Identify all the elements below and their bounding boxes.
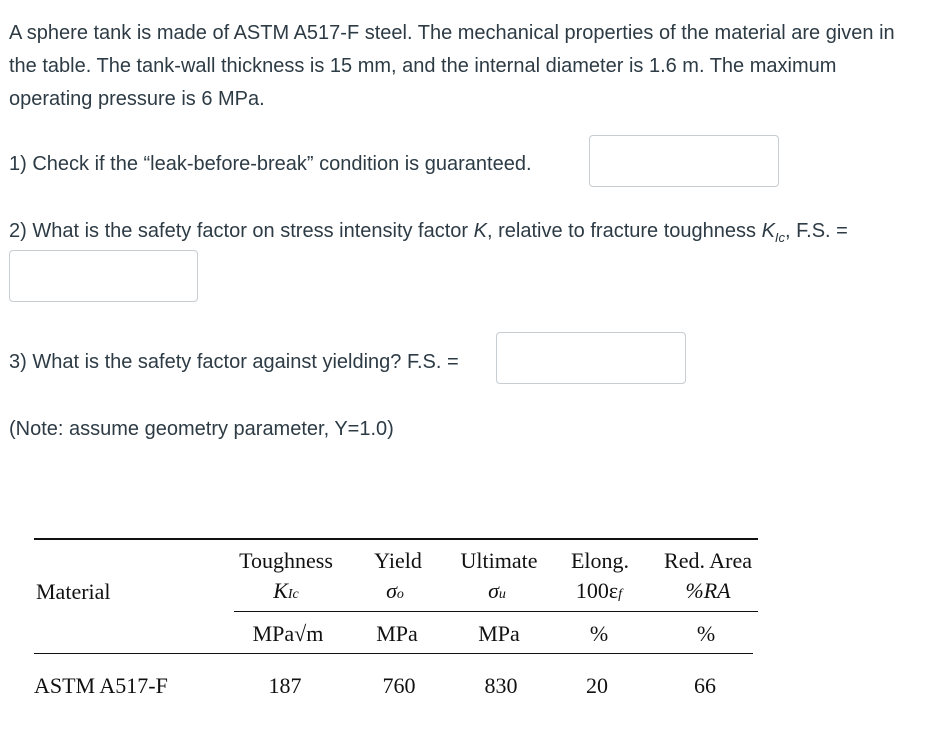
col-header-elong: Elong. bbox=[570, 548, 630, 573]
question-1-text: 1) Check if the “leak-before-break” condition is guaranteed. bbox=[9, 153, 532, 175]
cell-elong: 20 bbox=[586, 673, 608, 698]
question-1 bbox=[9, 148, 532, 181]
question-2 bbox=[9, 215, 848, 254]
table-bottom-rule bbox=[34, 653, 753, 654]
col-unit-toughness: MPa√m bbox=[252, 621, 324, 646]
col-header-yield: Yield bbox=[374, 548, 422, 573]
col-unit-elong: % bbox=[589, 621, 609, 646]
answer-input-3[interactable] bbox=[496, 332, 686, 384]
cell-yield: 760 bbox=[382, 673, 416, 698]
col-symbol-yield: σo bbox=[386, 578, 404, 603]
col-symbol-ultimate: σu bbox=[488, 578, 506, 603]
table-mid-rule bbox=[234, 611, 758, 612]
kic-subscript: Ic bbox=[774, 230, 786, 245]
col-unit-yield: MPa bbox=[376, 621, 418, 646]
col-header-red-area: Red. Area bbox=[664, 548, 752, 573]
table-row-material: ASTM A517-F bbox=[34, 673, 168, 698]
col-symbol-toughness: KIc bbox=[273, 578, 299, 603]
question-2-prefix: 2) What is the safety factor on stress intensity factor bbox=[9, 220, 474, 242]
cell-toughness: 187 bbox=[268, 673, 302, 698]
answer-input-2[interactable] bbox=[9, 250, 198, 302]
col-unit-red-area: % bbox=[696, 621, 716, 646]
k-symbol: K bbox=[473, 220, 487, 242]
kic-symbol: K bbox=[761, 220, 775, 242]
col-symbol-red-area: %RA bbox=[685, 578, 731, 603]
table-top-rule bbox=[34, 538, 758, 540]
cell-ultimate: 830 bbox=[484, 673, 518, 698]
col-header-ultimate: Ultimate bbox=[460, 548, 538, 573]
answer-input-1[interactable] bbox=[589, 135, 779, 187]
question-3-text: 3) What is the safety factor against yielding? F.S. = bbox=[9, 351, 459, 373]
question-2-suffix: , F.S. = bbox=[785, 220, 848, 242]
note: (Note: assume geometry parameter, Y=1.0) bbox=[9, 418, 394, 440]
col-header-toughness: Toughness bbox=[239, 548, 333, 573]
question-2-mid: , relative to fracture toughness bbox=[486, 220, 762, 242]
row-header-material: Material bbox=[36, 579, 111, 604]
cell-red-area: 66 bbox=[694, 673, 716, 698]
problem-statement: A sphere tank is made of ASTM A517-F steel. The mechanical properties of the material are given in the table. The tank-wall thickness is 15 mm, and the internal diameter is 1.6 m. The maximum operating pressure is 6 MPa. bbox=[9, 22, 895, 110]
col-unit-ultimate: MPa bbox=[478, 621, 520, 646]
question-3 bbox=[9, 346, 459, 379]
col-symbol-elong: 100εf bbox=[575, 578, 623, 603]
